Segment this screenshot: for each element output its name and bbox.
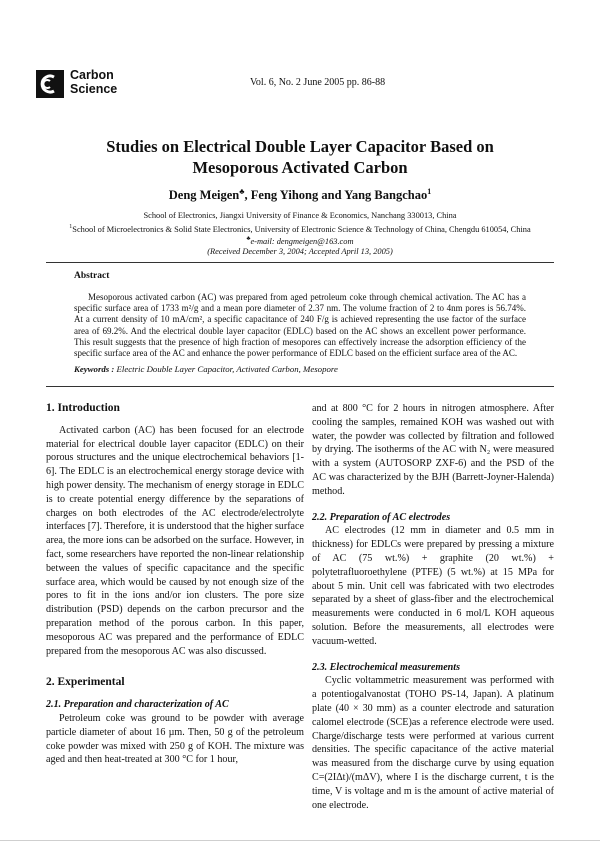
journal-name-line2: Science bbox=[70, 82, 118, 96]
affiliation-mark: 1 bbox=[427, 187, 432, 196]
title-line-2: Mesoporous Activated Carbon bbox=[192, 158, 408, 177]
left-column bbox=[46, 402, 304, 767]
affiliation-2 bbox=[0, 222, 600, 235]
section-2-3-heading: 2.3. Electrochemical measurements bbox=[312, 661, 461, 673]
title-line-1: Studies on Electrical Double Layer Capacitor Based on bbox=[106, 137, 494, 156]
journal-logo-icon bbox=[36, 70, 64, 98]
email-mark: ♣ bbox=[246, 236, 251, 242]
abstract-text: Mesoporous activated carbon (AC) was prepared from aged petroleum coke through chemical activation. The AC has a specific surface area of 1733 m²/g and a mean pore diameter of 2.37 nm. The volume fraction of 2 to 4nm pores is 56.74%. At a current density of 10 mA/cm², a specific capacitance of 240 F/g is achieved representing the use factor of the surface area of 69.2%. And the electrical double layer capacitor (EDLC) based on the AC shows an excellent power performance. This result suggests that the presence of high fraction of mesopores can effectively increase the adsorption efficiency of the specific surface area of the AC and enhance the power performance of EDLC based on the efficient surface area of the AC. bbox=[74, 292, 526, 359]
section-2-2-text: AC electrodes (12 mm in diameter and 0.5 mm in thickness) for EDLCs were prepared by pressing a mixture of AC (75 wt.%) + graphite (20 wt.%) + polytetrafluoroethylene (PTFE) (5 wt.%) at 15 MPa for about 5 min. Unit cell was fabricated with two electrodes separated by a sheet of glass-fiber and the electrochemical measurements were conducted in 6 mol/L KOH aqueous solution. Before the measurements, all electrodes were vacuum-wetted. bbox=[312, 525, 554, 647]
paper-title bbox=[0, 136, 600, 178]
section-2-1-heading: 2.1. Preparation and characterization of AC bbox=[46, 699, 229, 711]
section-1-heading: 1. Introduction bbox=[46, 402, 120, 414]
email-line bbox=[0, 234, 600, 247]
section-2-3-text: Cyclic voltammetric measurement was performed with a potentiogalvanostat (TOHO PS-14, Japan). A platinum plate (40 × 30 mm) as a counter electrode and saturation calomel electrode (SCE)as a reference electrode were used. Charge/discharge tests were performed at various current densities. The specific capacitance of the active material was measured from the discharge curve by using equation C=(2IΔt)/(mΔV), where I is the discharge current, t is the time, V is voltage and m is the amount of active material of one electrode. bbox=[312, 675, 554, 811]
volume-info: Vol. 6, No. 2 June 2005 pp. 86-88 bbox=[250, 77, 386, 88]
corresponding-mark: ♣ bbox=[239, 187, 245, 196]
abstract-heading: Abstract bbox=[74, 271, 110, 281]
continued-text: and at 800 °C for 2 hours in nitrogen atmosphere. After cooling the samples, remained KOH was washed out with water, the powder was collected by filtration and followed by drying. The isotherms of the AC with N₂ were measured with a system (AUTOSORP ZXF-6) and the PSD of the AC was characterized by the BJH (Barrett-Joyner-Halenda) method. bbox=[312, 403, 554, 497]
received-dates: (Received December 3, 2004; Accepted April 13, 2005) bbox=[207, 247, 393, 256]
page-bottom-rule bbox=[0, 840, 600, 841]
author-list bbox=[0, 187, 600, 203]
right-column bbox=[312, 402, 554, 812]
email: e-mail: dengmeigen@163.com bbox=[250, 236, 354, 246]
journal-name bbox=[70, 68, 117, 96]
section-2-heading: 2. Experimental bbox=[46, 676, 125, 689]
affiliation-2-text: School of Microelectronics & Solid State Electronics, University of Electronic Science & Technology of China, Chengdu 610054, China bbox=[72, 224, 531, 234]
keywords-list: Electric Double Layer Capacitor, Activated Carbon, Mesopore bbox=[114, 364, 338, 374]
author-names-rest: , Feng Yihong and Yang Bangchao bbox=[244, 188, 428, 203]
section-2-2-heading: 2.2. Preparation of AC electrodes bbox=[312, 511, 451, 523]
section-1-text: Activated carbon (AC) has been focused for an electrode material for electrical double layer capacitor (EDLC) on their porous structures and the unique electrochemical behaviors [1-6]. The EDLC is an electrochemical energy storage device with high power density. The mechanism of energy storage in EDLC is to create potential energy difference by the separations of charges on both electrodes of the AC electrode/electrolyte interfaces [7]. Therefore, it is understood that the higher surface area, the more ions can be adsorbed on the surface. However, in fact, some researchers have reported the non-linear relationship between the values of specific capacitance and the specific surface area, which would be caused by not enough size of the pores to fit in the ions and/or ion clusters. The pore size distribution (PSD) depends on the carbon precursor and the preparation method of the porous carbon. In this paper, mesoporous AC was prepared and the performance of EDLC prepared from the mesoporous AC was also discussed. bbox=[46, 424, 305, 657]
keywords bbox=[74, 364, 526, 374]
affiliation-2-mark: 1 bbox=[69, 224, 73, 230]
keywords-label: Keywords : bbox=[74, 364, 115, 374]
journal-name-line1: Carbon bbox=[70, 68, 114, 82]
section-2-1-text: Petroleum coke was ground to be powder with average particle diameter of about 16 µm. Then, 50 g of the petroleum coke powder was mixed with 250 g of KOH. The mixture was aged and then heat-treated at 300 °C for 1 hour, bbox=[46, 712, 304, 766]
author-name: Deng Meigen bbox=[168, 188, 240, 203]
affiliation-1: School of Electronics, Jiangxi University of Finance & Economics, Nanchang 330013, China bbox=[143, 211, 457, 220]
